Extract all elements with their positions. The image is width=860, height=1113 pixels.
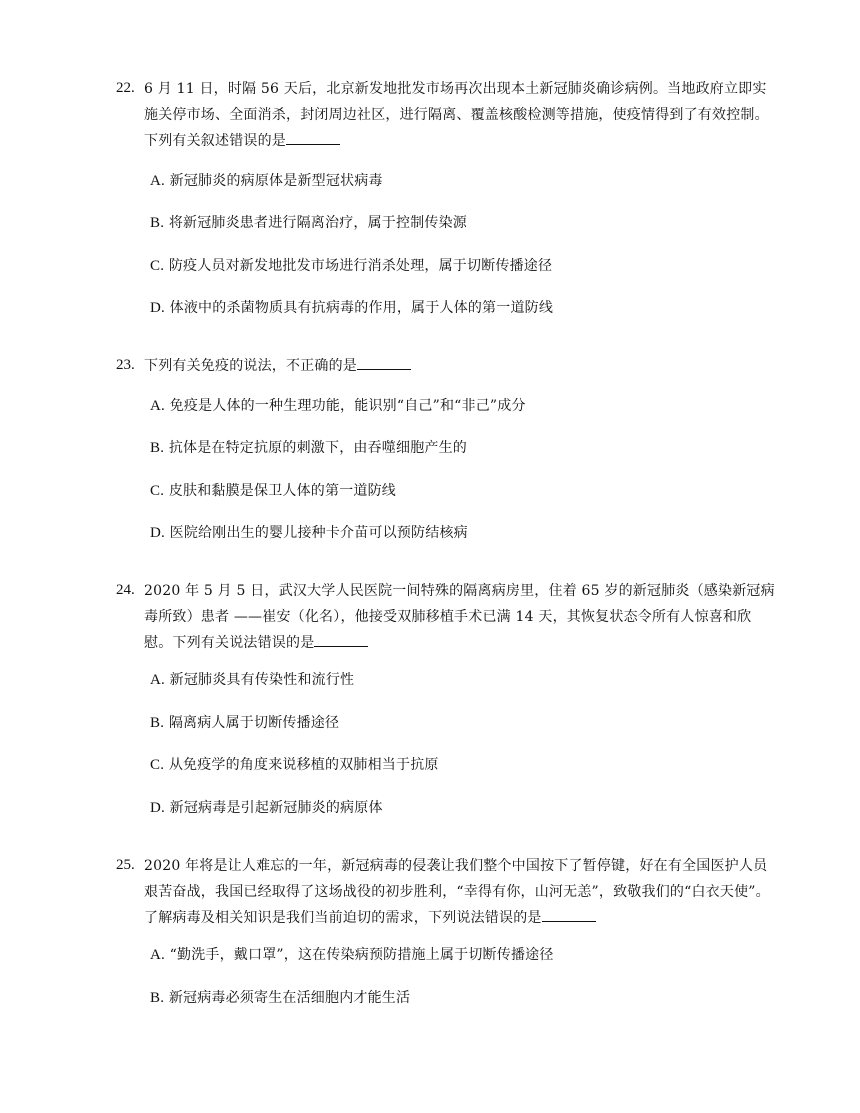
answer-blank [542, 907, 596, 922]
question-stem: 2020 年 5 月 5 日，武汉大学人民医院一间特殊的隔离病房里，住着 65 岁的新冠肺炎（感染新冠病毒所致）患者 ——崔安（化名），他接受双肺移植手术已满 14 天，其恢复状态令所有人惊喜和欣慰。下列有关说法错误的是 [144, 583, 775, 651]
question-25 [116, 853, 776, 931]
option-23-a: A. 免疫是人体的一种生理功能，能识别“自己”和“非己”成分 [150, 398, 526, 414]
option-22-d: D. 体液中的杀菌物质具有抗病毒的作用，属于人体的第一道防线 [150, 300, 554, 316]
question-number: 25. [116, 857, 135, 873]
option-23-b: B. 抗体是在特定抗原的刺激下，由吞噬细胞产生的 [150, 440, 468, 456]
option-24-b: B. 隔离病人属于切断传播途径 [150, 715, 340, 731]
question-22 [116, 76, 776, 154]
option-22-a: A. 新冠肺炎的病原体是新型冠状病毒 [150, 173, 383, 189]
question-stem: 6 月 11 日，时隔 56 天后，北京新发地批发市场再次出现本土新冠肺炎确诊病例。当地政府立即实施关停市场、全面消杀，封闭周边社区，进行隔离、覆盖核酸检测等措施，使疫情得到了有效控制。下列有关叙述错误的是 [144, 81, 769, 149]
answer-blank [286, 130, 340, 145]
option-22-c: C. 防疫人员对新发地批发市场进行消杀处理，属于切断传播途径 [150, 258, 553, 274]
option-22-b: B. 将新冠肺炎患者进行隔离治疗，属于控制传染源 [150, 215, 468, 231]
option-24-c: C. 从免疫学的角度来说移植的双肺相当于抗原 [150, 757, 439, 773]
question-stem: 2020 年将是让人难忘的一年，新冠病毒的侵袭让我们整个中国按下了暂停键，好在有全国医护人员艰苦奋战，我国已经取得了这场战役的初步胜利，“幸得有你，山河无恙”，致敬我们的“白衣天使”。了解病毒及相关知识是我们当前迫切的需求，下列说法错误的是 [144, 858, 770, 926]
question-number: 23. [116, 357, 135, 373]
option-23-c: C. 皮肤和黏膜是保卫人体的第一道防线 [150, 483, 397, 499]
question-24 [116, 578, 776, 656]
question-number: 24. [116, 582, 135, 598]
question-number: 22. [116, 80, 135, 96]
option-24-d: D. 新冠病毒是引起新冠肺炎的病原体 [150, 800, 383, 816]
answer-blank [314, 632, 368, 647]
option-24-a: A. 新冠肺炎具有传染性和流行性 [150, 672, 355, 688]
option-25-b: B. 新冠病毒必须寄生在活细胞内才能生活 [150, 990, 411, 1006]
option-23-d: D. 医院给刚出生的婴儿接种卡介苗可以预防结核病 [150, 525, 468, 541]
question-stem: 下列有关免疫的说法，不正确的是 [144, 353, 776, 379]
answer-blank [357, 355, 411, 370]
option-25-a: A. “勤洗手，戴口罩”，这在传染病预防措施上属于切断传播途径 [150, 947, 554, 963]
question-23 [116, 353, 776, 379]
